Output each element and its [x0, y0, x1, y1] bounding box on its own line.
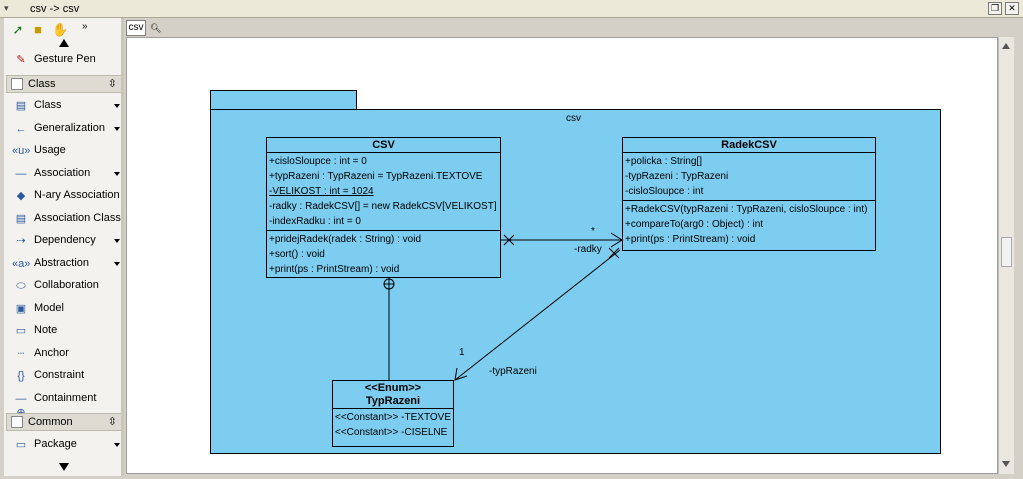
- common-group-icon: [11, 416, 23, 428]
- enum-literal[interactable]: <<Constant>> -TEXTOVE: [335, 412, 451, 423]
- dropdown-arrow-icon[interactable]: [114, 239, 120, 243]
- palette-item-label: Containment: [34, 391, 97, 404]
- attributes-compartment: [623, 153, 875, 201]
- palette-item-label: Note: [34, 324, 58, 336]
- literals-compartment: [333, 409, 453, 441]
- package-name: csv: [566, 113, 581, 124]
- palette-item-label: Association: [34, 166, 91, 179]
- palette-item-containment[interactable]: [4, 388, 124, 410]
- class-attribute[interactable]: +typRazeni : TypRazeni = TypRazeni.TEXTOVE: [269, 171, 483, 182]
- class-operation[interactable]: +compareTo(arg0 : Object) : int: [625, 219, 764, 230]
- window-menu-icon[interactable]: ▾: [4, 3, 9, 13]
- palette-splitter[interactable]: [121, 18, 124, 476]
- more-tools-icon[interactable]: »: [82, 21, 88, 32]
- group-collapse-icon[interactable]: ⇳: [107, 78, 117, 90]
- palette-item-class[interactable]: [4, 95, 124, 117]
- window-titlebar: [0, 0, 1023, 18]
- enum-literal[interactable]: <<Constant>> -CISELNE: [335, 427, 448, 438]
- restore-icon[interactable]: ❐: [988, 2, 1002, 15]
- association-class-icon: ▤: [15, 212, 27, 225]
- package-icon: ▭: [15, 439, 27, 451]
- class-attribute[interactable]: -indexRadku : int = 0: [269, 216, 361, 227]
- enum-stereotype: <<Enum>>: [364, 382, 422, 394]
- usage-icon: «u»: [12, 145, 31, 157]
- abstraction-icon: «a»: [12, 257, 31, 270]
- scroll-down-icon[interactable]: [59, 463, 69, 471]
- multiplicity-typrazeni: 1: [459, 347, 465, 358]
- class-operation[interactable]: +sort() : void: [269, 249, 325, 260]
- generalization-icon: ←: [15, 122, 27, 135]
- package-tab[interactable]: [210, 90, 357, 110]
- class-group-icon: [11, 78, 23, 90]
- palette-item-association-class[interactable]: [4, 208, 124, 230]
- collaboration-icon: ⬭: [16, 280, 26, 292]
- note-icon: ▭: [15, 325, 27, 337]
- palette-item-label: Collaboration: [34, 279, 99, 291]
- close-icon[interactable]: ✕: [1005, 2, 1019, 15]
- palette-item-label: Association Class: [34, 211, 121, 224]
- search-icon[interactable]: 🔍︎: [150, 23, 162, 33]
- palette-item-label: Class: [34, 99, 62, 111]
- palette-item-usage[interactable]: [4, 140, 124, 162]
- palette-item-abstraction[interactable]: [4, 253, 124, 275]
- group-collapse-icon[interactable]: ⇳: [107, 416, 117, 428]
- palette-item-label: N-ary Association: [34, 189, 120, 201]
- operations-compartment: [267, 231, 500, 278]
- hand-icon[interactable]: ✋: [52, 22, 69, 37]
- association-icon: —: [15, 167, 27, 180]
- palette-item-label: Anchor: [34, 346, 69, 359]
- pen-icon: ✎: [16, 54, 26, 66]
- model-icon: ▣: [15, 302, 27, 315]
- class-name: CSV: [267, 138, 500, 153]
- role-radky: -radky: [574, 244, 602, 255]
- attributes-compartment: [267, 153, 500, 231]
- scroll-up-arrow-icon[interactable]: [1002, 43, 1010, 49]
- enum-typrazeni[interactable]: [332, 380, 454, 447]
- class-csv[interactable]: [266, 137, 501, 278]
- scrollbar-thumb[interactable]: [1001, 237, 1012, 267]
- palette-group-label: Common: [28, 416, 73, 428]
- role-typrazeni: -typRazeni: [489, 366, 537, 377]
- class-icon: ▤: [15, 100, 27, 112]
- dropdown-arrow-icon[interactable]: [114, 443, 120, 447]
- dropdown-arrow-icon[interactable]: [114, 262, 120, 266]
- class-operation[interactable]: +RadekCSV(typRazeni : TypRazeni, cisloSloupce : int): [625, 204, 868, 215]
- class-radekcsv[interactable]: [622, 137, 876, 251]
- operations-compartment: [623, 201, 875, 248]
- dropdown-arrow-icon[interactable]: [114, 127, 120, 131]
- palette-item-constraint[interactable]: [4, 365, 124, 387]
- containment-icon: —: [15, 392, 27, 405]
- tab-csv[interactable]: csv: [126, 20, 146, 36]
- palette-item-association[interactable]: [4, 163, 124, 185]
- constraint-icon: {}: [17, 370, 25, 382]
- class-attribute[interactable]: -cisloSloupce : int: [625, 186, 704, 197]
- window-title: csv -> csv: [30, 3, 80, 15]
- class-attribute[interactable]: +policka : String[]: [625, 156, 702, 167]
- palette-item-generalization[interactable]: [4, 118, 124, 140]
- class-attribute[interactable]: -typRazeni : TypRazeni: [625, 171, 729, 182]
- enum-header: [333, 381, 453, 409]
- class-operation[interactable]: +print(ps : PrintStream) : void: [625, 234, 756, 245]
- palette-item-label: Constraint: [34, 369, 85, 381]
- palette-item-collaboration[interactable]: [4, 275, 124, 297]
- dropdown-arrow-icon[interactable]: [114, 172, 120, 176]
- dependency-icon: ⇢: [16, 235, 26, 247]
- palette-item-label: Model: [34, 301, 64, 314]
- palette-item-anchor[interactable]: [4, 343, 124, 365]
- select-arrow-icon[interactable]: ➚: [12, 22, 24, 37]
- palette-item-label: Abstraction: [34, 256, 90, 269]
- palette-item-note[interactable]: [4, 320, 124, 342]
- class-name: TypRazeni: [365, 395, 421, 407]
- multiplicity-radky: *: [591, 226, 595, 237]
- palette-group-common[interactable]: [6, 413, 122, 431]
- palette-item-label: Usage: [34, 144, 66, 156]
- class-attribute[interactable]: -radky : RadekCSV[] = new RadekCSV[VELIKOST]: [269, 201, 497, 212]
- palette-item-gesture-pen[interactable]: [4, 49, 124, 71]
- palette-item-label: Generalization: [34, 121, 105, 134]
- scroll-up-icon[interactable]: [59, 39, 69, 47]
- class-operation[interactable]: +pridejRadek(radek : String) : void: [269, 234, 422, 245]
- class-attribute[interactable]: -VELIKOST : int = 1024: [269, 186, 374, 197]
- palette-item-dependency[interactable]: [4, 230, 124, 252]
- diagram-tabbar: [125, 19, 1020, 37]
- class-name: RadekCSV: [623, 138, 875, 153]
- palette-item-package[interactable]: [4, 434, 124, 456]
- lock-icon[interactable]: ■: [34, 22, 42, 37]
- palette-item-n-ary-association[interactable]: [4, 185, 124, 207]
- palette-item-label: Package: [34, 438, 77, 450]
- vertical-scrollbar[interactable]: [998, 37, 1014, 474]
- palette-item-model[interactable]: [4, 298, 124, 320]
- palette-item-label: Dependency: [34, 234, 96, 246]
- palette-group-label: Class: [28, 78, 56, 90]
- scroll-down-arrow-icon[interactable]: [1002, 461, 1010, 467]
- dropdown-arrow-icon[interactable]: [114, 104, 120, 108]
- anchor-icon: ┈: [17, 347, 25, 360]
- palette-item-label: Gesture Pen: [34, 53, 96, 65]
- palette-group-class[interactable]: [6, 75, 122, 93]
- diagram-palette: [4, 18, 124, 476]
- class-operation[interactable]: +print(ps : PrintStream) : void: [269, 264, 400, 275]
- class-attribute[interactable]: +cisloSloupce : int = 0: [269, 156, 367, 167]
- nary-association-icon: ◆: [16, 190, 26, 202]
